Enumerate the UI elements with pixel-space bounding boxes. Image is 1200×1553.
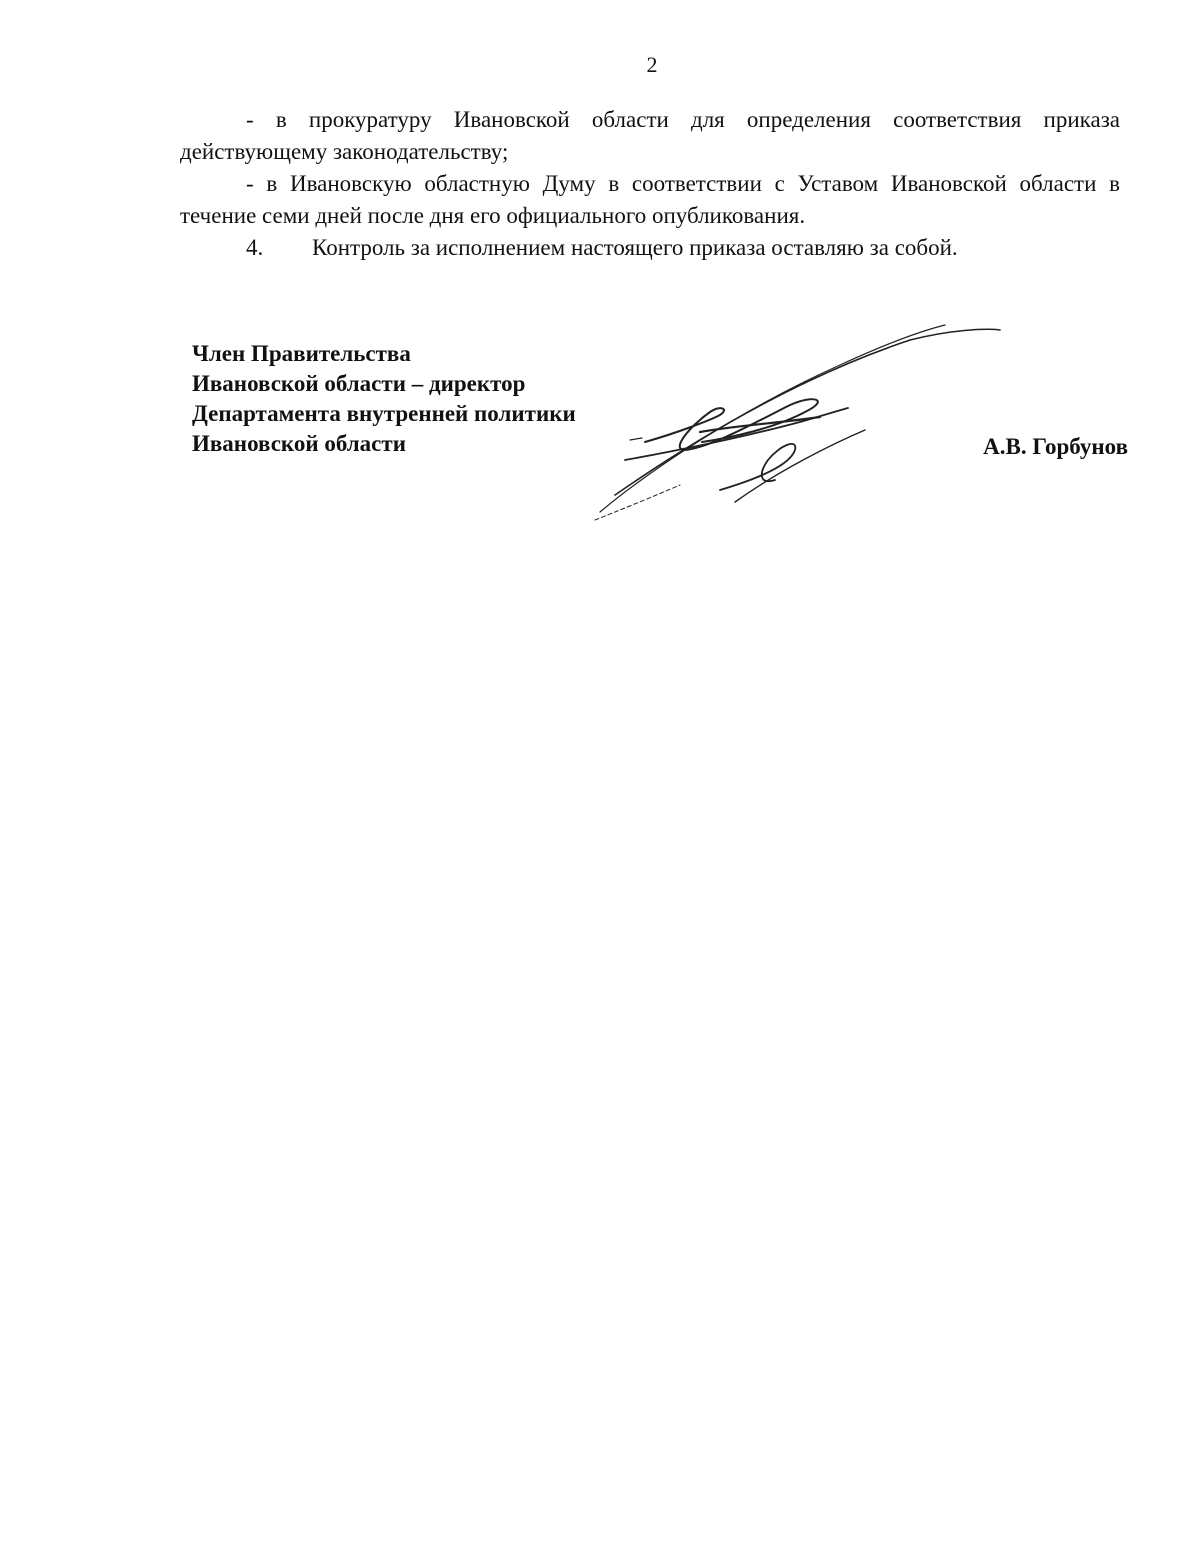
signature-stroke [720, 444, 795, 490]
position-line-2: Ивановской области – директор [192, 371, 526, 396]
list-item-4 [180, 232, 1120, 264]
signatory-position [192, 339, 576, 459]
list-item-text: Контроль за исполнением настоящего приказа оставляю за собой. [312, 235, 958, 260]
signature-stroke [625, 408, 848, 460]
body-text [180, 104, 1120, 264]
paragraph-prosecutor: - в прокуратуру Ивановской области для определения соответствия приказа действующему законодательству; [180, 107, 1120, 164]
signature-stroke [630, 438, 642, 440]
paragraph-duma: - в Ивановскую областную Думу в соответствии с Уставом Ивановской области в течение семи дней после дня его официального опубликования. [180, 171, 1120, 228]
signature-stroke [615, 329, 1000, 495]
list-item-number: 4. [246, 235, 264, 260]
signature-stroke [595, 485, 680, 520]
page-number: 2 [646, 52, 658, 77]
position-line-3: Департамента внутренней политики [192, 401, 576, 426]
position-line-4: Ивановской области [192, 431, 406, 456]
signature-stroke [600, 325, 945, 512]
signature-stroke [735, 430, 865, 502]
handwritten-signature [590, 320, 1010, 525]
signer-name: А.В. Горбунов [983, 434, 1128, 459]
position-line-1: Член Правительства [192, 341, 411, 366]
